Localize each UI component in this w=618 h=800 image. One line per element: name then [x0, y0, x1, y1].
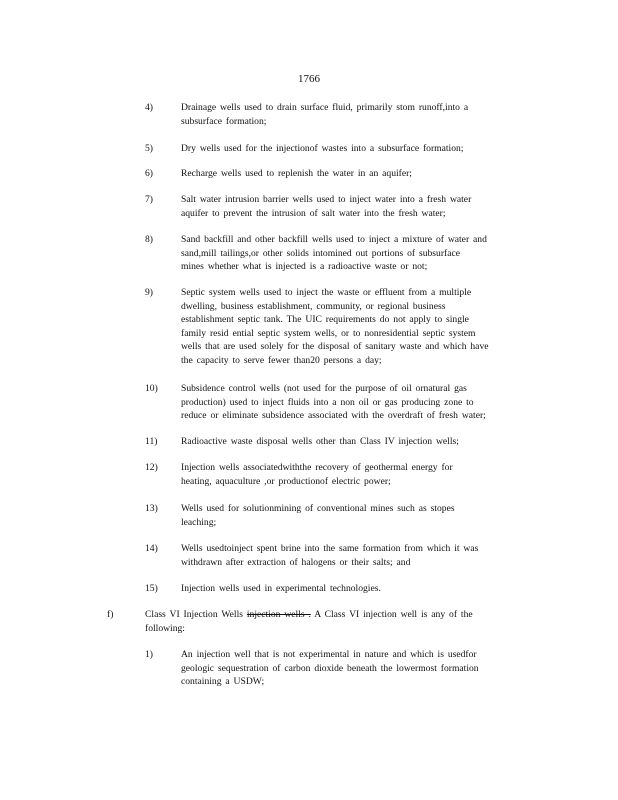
- item-number: 11): [145, 436, 158, 447]
- item-line: Radioactive waste disposal wells other than Class IV injection wells;: [181, 436, 459, 447]
- item-line: Injection wells associatedwiththe recovery of geothermal energy for: [181, 462, 453, 473]
- item-number: 1): [145, 649, 153, 660]
- item-line: aquifer to prevent the intrusion of salt water into the fresh water;: [181, 207, 446, 219]
- struck-text: injection wells .: [246, 609, 311, 620]
- item-line: Salt water intrusion barrier wells used to inject water into a fresh water: [181, 194, 472, 205]
- item-number: 13): [145, 503, 158, 514]
- item-line: Dry wells used for the injectionof wastes into a subsurface formation;: [181, 143, 464, 154]
- item-line: Injection wells used in experimental technologies.: [181, 583, 381, 594]
- item-line: subsurface formation;: [181, 115, 267, 127]
- section-heading: Class VI Injection Wells: [145, 609, 243, 620]
- item-line: geologic sequestration of carbon dioxide beneath the lowermost formation: [181, 662, 479, 674]
- item-line: wells that are used solely for the disposal of sanitary waste and which have: [181, 341, 489, 353]
- section-letter: f): [107, 609, 114, 620]
- item-line: Septic system wells used to inject the waste or effluent from a multiple: [181, 287, 472, 298]
- item-number: 9): [145, 287, 153, 298]
- item-number: 4): [145, 102, 153, 113]
- item-number: 10): [145, 383, 158, 394]
- item-number: 14): [145, 543, 158, 554]
- page-number: 1766: [298, 73, 320, 85]
- item-line: Sand backfill and other backfill wells used to inject a mixture of water and: [181, 234, 487, 245]
- item-line: leaching;: [181, 516, 217, 528]
- item-line: heating, aquaculture ,or productionof electric power;: [181, 475, 391, 487]
- item-line: containing a USDW;: [181, 676, 265, 688]
- item-line: Wells used for solutionmining of conventional mines such as stopes: [181, 503, 455, 514]
- item-number: 8): [145, 234, 153, 245]
- item-line: family resid ential septic system wells, or to nonresidential septic system: [181, 327, 476, 339]
- item-number: 12): [145, 462, 158, 473]
- item-line: establishment septic tank. The UIC requirements do not apply to single: [181, 314, 469, 326]
- item-line: sand,mill tailings,or other solids intomined out portions of subsurface: [181, 247, 460, 259]
- item-number: 15): [145, 583, 158, 594]
- item-number: 7): [145, 194, 153, 205]
- item-line: Wells usedtoinject spent brine into the same formation from which it was: [181, 543, 479, 554]
- item-line: dwelling, business establishment, community, or regional business: [181, 300, 446, 312]
- item-line: An injection well that is not experimental in nature and which is usedfor: [181, 649, 477, 660]
- item-number: 5): [145, 143, 153, 154]
- section-text: A Class VI injection well is any of the: [314, 609, 473, 620]
- item-line: Drainage wells used to drain surface fluid, primarily stom runoff,into a: [181, 102, 469, 113]
- item-line: the capacity to serve fewer than20 persons a day;: [181, 354, 382, 366]
- item-line: reduce or eliminate subsidence associated with the overdraft of fresh water;: [181, 410, 486, 422]
- item-line: Recharge wells used to replenish the water in an aquifer;: [181, 168, 412, 179]
- item-number: 6): [145, 168, 153, 179]
- item-line: mines whether what is injected is a radioactive waste or not;: [181, 261, 428, 273]
- item-line: withdrawn after extraction of halogens or their salts; and: [181, 556, 411, 568]
- item-line: Subsidence control wells (not used for the purpose of oil ornatural gas: [181, 383, 467, 394]
- section-line: following:: [145, 622, 185, 634]
- section-heading-line: [145, 608, 473, 622]
- item-line: production) used to inject fluids into a non oil or gas producing zone to: [181, 396, 474, 408]
